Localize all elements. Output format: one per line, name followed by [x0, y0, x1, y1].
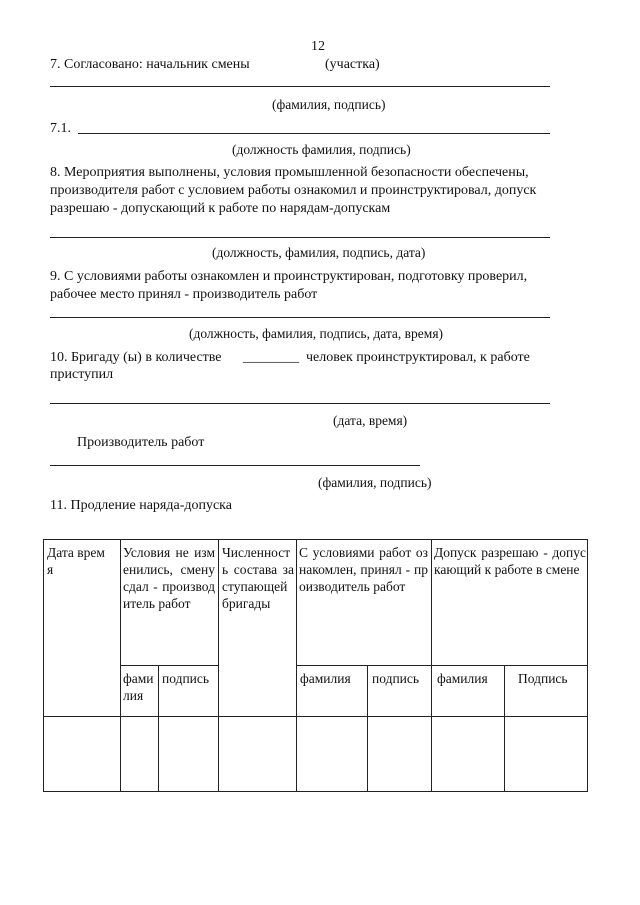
- item8-signature-line: [50, 237, 550, 238]
- item8-line2: производителя работ с условием работы ознакомил и проинструктировал, допуск: [50, 183, 537, 198]
- sub-signature-3: Подпись: [518, 671, 568, 686]
- sub-surname-1: фамилия: [123, 671, 154, 703]
- item8-line3: разрешаю - допускающий к работе по нарядам-допускам: [50, 201, 391, 216]
- extension-table: [43, 539, 588, 792]
- col-briefed-header: С условиями работ ознакомлен, принял - производитель работ: [299, 545, 428, 594]
- item7-signature-line: [50, 86, 550, 87]
- item7-caption: (фамилия, подпись): [272, 97, 386, 112]
- item7-label: 7. Согласовано: начальник смены: [50, 57, 250, 72]
- item10-count-blank: ________: [243, 350, 299, 365]
- sub-surname-3: фамилия: [437, 671, 488, 686]
- item10-caption: (дата, время): [333, 413, 408, 428]
- producer-caption: (фамилия, подпись): [318, 475, 432, 490]
- col-conditions-header: Условия не изменились, смену сдал - производитель работ: [123, 545, 215, 611]
- item8-line1: 8. Мероприятия выполнены, условия промышленной безопасности обеспечены,: [50, 165, 529, 180]
- item71-signature-line: [78, 133, 550, 134]
- item7-suffix: (участка): [325, 57, 380, 72]
- item71-label: 7.1.: [50, 121, 71, 136]
- page-number: 12: [311, 39, 325, 54]
- item9-signature-line: [50, 317, 550, 318]
- item11-title: 11. Продление наряда-допуска: [50, 498, 232, 513]
- item9-line2: рабочее место принял - производитель работ: [50, 287, 318, 302]
- item10-line1-end: человек проинструктировал, к работе: [306, 350, 530, 365]
- col-date-header: Дата время: [47, 545, 105, 577]
- sub-surname-2: фамилия: [300, 671, 351, 686]
- item10-signature-line: [50, 403, 550, 404]
- item71-caption: (должность фамилия, подпись): [232, 142, 411, 157]
- item8-caption: (должность, фамилия, подпись, дата): [212, 245, 426, 260]
- col-admission-header: Допуск разрешаю - допускающий к работе в смене: [434, 545, 586, 577]
- sub-signature-2: подпись: [372, 671, 420, 686]
- producer-label: Производитель работ: [77, 435, 205, 450]
- item9-line1: 9. С условиями работы ознакомлен и проинструктирован, подготовку проверил,: [50, 269, 528, 284]
- producer-signature-line: [50, 465, 420, 466]
- sub-signature-1: подпись: [162, 671, 210, 686]
- col-count-header: Численность состава заступающей бригады: [222, 545, 294, 611]
- item9-caption: (должность, фамилия, подпись, дата, время): [189, 326, 444, 341]
- item10-line2: приступил: [50, 367, 114, 382]
- item10-line1-start: 10. Бригаду (ы) в количестве: [50, 350, 222, 365]
